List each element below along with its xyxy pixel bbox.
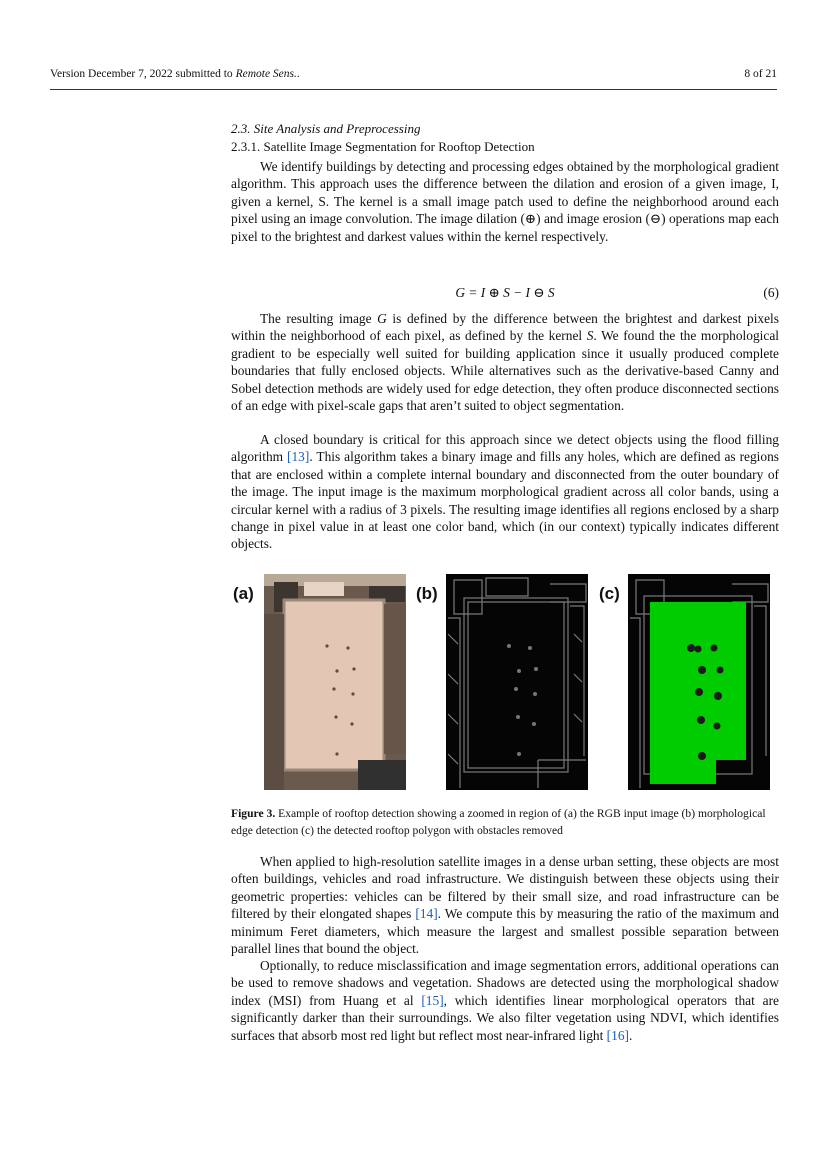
figure-caption bbox=[231, 805, 779, 839]
figure-caption-label: Figure 3. bbox=[231, 807, 276, 820]
figure-panel-a-rgb-image bbox=[264, 574, 406, 790]
paragraph-2 bbox=[231, 310, 779, 414]
p4-text-a: When applied to high-resolution satellite images in a dense urban setting, these objects are most often buildings, vehicles and road infrastructure. We distinguish between these objects using their geometric properties: vehicles can be filtered by their small size, and road infrastructure can be filtered by their elongated shapes bbox=[231, 854, 779, 922]
p5-text-a: Optionally, to reduce misclassification and image segmentation errors, additional operations can be used to remove shadows and vegetation. Shadows are detected using the morphological shadow index (MSI) from Huang et al bbox=[231, 958, 779, 1008]
paragraph-1 bbox=[231, 158, 779, 245]
equation-number: (6) bbox=[763, 285, 779, 300]
figure-panel-c-detected-polygon bbox=[628, 574, 770, 790]
journal-name: Remote Sens. bbox=[235, 68, 297, 80]
subsection-title: 2.3.1. Satellite Image Segmentation for Rooftop Detection bbox=[231, 139, 535, 154]
section-title: 2.3. Site Analysis and Preprocessing bbox=[231, 121, 421, 136]
page-header bbox=[50, 68, 777, 88]
equation-6 bbox=[231, 285, 779, 303]
p4-text-b: . We compute this by measuring the ratio of the maximum and minimum Feret diameters, which measure the largest and smallest possible separation between parallel lines that bound the object. bbox=[231, 906, 779, 957]
detected-rooftop-image bbox=[628, 574, 770, 790]
figure-label-c: (c) bbox=[599, 584, 620, 603]
paragraph-3 bbox=[231, 431, 779, 553]
p2-text-a: The resulting image bbox=[260, 311, 378, 326]
version-line bbox=[50, 68, 300, 80]
figure-label-b: (b) bbox=[416, 584, 438, 603]
page-number: 8 of 21 bbox=[744, 68, 777, 80]
paragraph-4 bbox=[231, 853, 779, 957]
citation-13[interactable]: [13] bbox=[287, 449, 310, 465]
edge-detection-image bbox=[446, 574, 588, 790]
p5-text-c: . bbox=[628, 1027, 633, 1043]
figure-caption-text: Example of rooftop detection showing a zoomed in region of (a) the RGB input image (b) morphological edge detection (c) the detected rooftop polygon with obstacles removed bbox=[231, 807, 766, 837]
paragraph-5 bbox=[231, 957, 779, 1044]
citation-14[interactable]: [14] bbox=[415, 906, 438, 922]
version-text: Version December 7, 2022 submitted to bbox=[50, 68, 236, 80]
header-rule bbox=[50, 89, 777, 90]
version-period: . bbox=[296, 68, 300, 80]
equation-expression: G = I ⊕ S − I ⊖ S bbox=[455, 285, 555, 300]
p2-var-s: S bbox=[586, 328, 594, 344]
figure-label-a: (a) bbox=[233, 584, 254, 603]
p3-text-a: A closed boundary is critical for this approach since we detect objects using the flood filling algorithm bbox=[231, 432, 779, 465]
p2-text-b: is defined by the difference between the brightest and darkest pixels within the neighborhood of each pixel, as defined by the kernel bbox=[231, 311, 779, 344]
paragraph-1-text: We identify buildings by detecting and processing edges obtained by the morphological gradient algorithm. This approach uses the difference between the dilation and erosion of a given image, I, given a kernel, S. The kernel is a small image patch used to define the neighborhood around each pixel using an image convolution. The image dilation (⊕) and image erosion (⊖) operations map each pixel to the brightest and darkest values within the kernel respectively. bbox=[231, 159, 779, 244]
p2-text-c: . We found the the morphological gradient to be especially well suited for building application since it usually produced complete boundaries that fully enclosed objects. While alternatives such as the derivative-based Canny and Sobel detection methods are widely used for edge detection, they often produce disconnected sections of an edge with pixel-scale gaps that aren’t suited to object segmentation. bbox=[231, 328, 779, 414]
rgb-rooftop-image bbox=[264, 574, 406, 790]
figure-panel-b-edge-detection bbox=[446, 574, 588, 790]
p3-text-b: . This algorithm takes a binary image and fills any holes, which are defined as regions that are enclosed within a complete internal boundary and disconnected from the outer boundary of the image. The input image is the maximum morphological gradient across all color bands, using a circular kernel with a radius of 3 pixels. The resulting image identifies all regions enclosed by a sharp change in pixel value in at least one color band, which (in our context) typically indicates different objects. bbox=[231, 449, 779, 552]
p2-var-g: G bbox=[377, 311, 387, 326]
citation-15[interactable]: [15] bbox=[421, 992, 444, 1008]
p5-text-b: , which identifies linear morphological operators that are significantly darker than their surroundings. We also filter vegetation using NDVI, which identifies surfaces that absorb most red light but reflect most near-infrared light bbox=[231, 992, 779, 1043]
citation-16[interactable]: [16] bbox=[606, 1027, 629, 1043]
